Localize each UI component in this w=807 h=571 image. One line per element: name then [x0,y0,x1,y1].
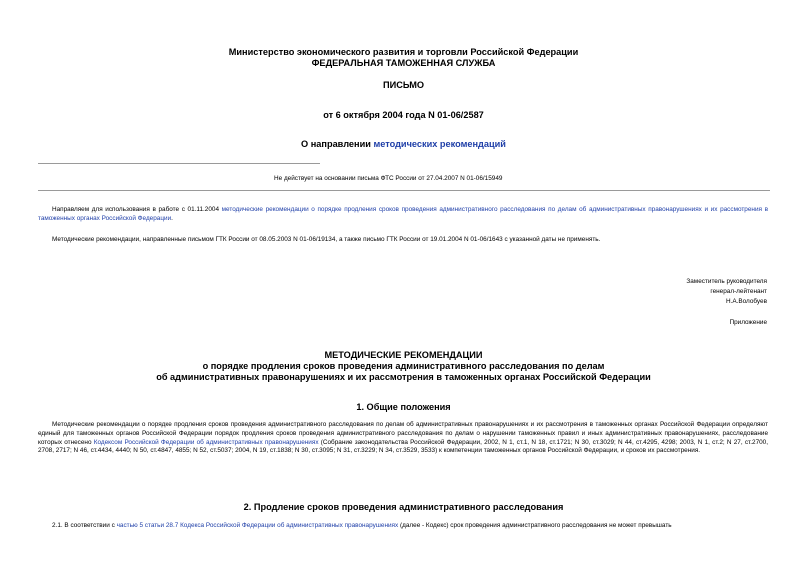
signer-rank: генерал-лейтенант [710,288,767,295]
document-subject [0,139,807,150]
subject-prefix: О направлении [301,139,374,149]
letter-p1-suffix: . [171,214,173,222]
signer-name: Н.А.Волобуев [725,298,767,305]
letter-paragraph-1 [38,206,768,224]
ministry-name: Министерство экономического развития и торговли Российской Федерации [228,47,579,57]
attachment-label: Приложение [729,319,767,326]
section-2-paragraph [38,522,768,531]
letter-p1-prefix: Направляем для использования в работе с 01.11.2004 [52,206,222,213]
article-link[interactable]: частью 5 статьи 28.7 Кодекса Российской Федерации об административных правонарушениях [116,522,399,529]
letter-paragraph-2: Методические рекомендации, направленные письмом ГТК России от 08.05.2003 N 01-06/19134, а также письмо ГТК России от 19.01.2004 N 01-06/1643 с указанной даты не применять. [52,236,601,243]
section-1-heading: 1. Общие положения [356,402,451,412]
recommendations-link[interactable]: методические рекомендации о порядке продления сроков проведения административного расследования по делам об административных правонарушениях и их рассмотрения в таможенных органах Российской Федерации [38,206,768,222]
status-note: Не действует на основании письма ФТС России от 27.04.2007 N 01-06/15949 [274,175,503,182]
service-name: ФЕДЕРАЛЬНАЯ ТАМОЖЕННАЯ СЛУЖБА [311,58,496,68]
section-1-paragraph [38,421,768,456]
section-2-text-prefix: 2.1. В соответствии с [52,522,117,529]
signer-position: Заместитель руководителя [686,278,767,285]
document-type: ПИСЬМО [382,80,425,90]
recommendations-subtitle-2: об административных правонарушениях и их рассмотрения в таможенных органах Российской Федерации [156,372,651,382]
long-divider [38,190,770,191]
recommendations-title: МЕТОДИЧЕСКИЕ РЕКОМЕНДАЦИИ [324,350,483,360]
short-divider [38,163,320,164]
code-link[interactable]: Кодексом Российской Федерации об административных правонарушениях [93,438,319,446]
subject-link[interactable]: методических рекомендаций [373,139,506,149]
section-1-text-suffix: (Собрание законодательства Российской Федерации, 2002, N 1, ст.1, N 18, ст.1721; N 30, ст.3029; N 44, ст.4295, 4298; 2003, N 1, ст.2; N 27, ст.2700, 2708, 2717; N 46, ст.4434, 4440; N 50, ст.4847, 4855; N 52, ст.5037; 2004, N 19, ст.1838; N 30, ст.3095; N 31, ст.3229; N 34, ст.3529, 3533) к компетенции таможенных органов Российской Федерации, и сроков их рассмотрения. [38,438,769,455]
section-2-heading: 2. Продление сроков проведения административного расследования [243,502,564,512]
document-date-number: от 6 октября 2004 года N 01-06/2587 [323,110,484,120]
recommendations-subtitle-1: о порядке продления сроков проведения административного расследования по делам [202,361,605,371]
section-1-text-prefix: Методические рекомендации о порядке продления сроков проведения административного расследования по делам об административных правонарушениях и их рассмотрения в таможенных органах Российской Федерации определяют единый для таможенных органов Российской Федерации порядок продления сроков проведения административного расследования по делам о нарушении таможенных правил и иных административных правонарушениях, расследование которых отнесено [38,421,768,446]
section-2-text-suffix: (далее - Кодекс) срок проведения административного расследования не может превышать [398,522,672,529]
